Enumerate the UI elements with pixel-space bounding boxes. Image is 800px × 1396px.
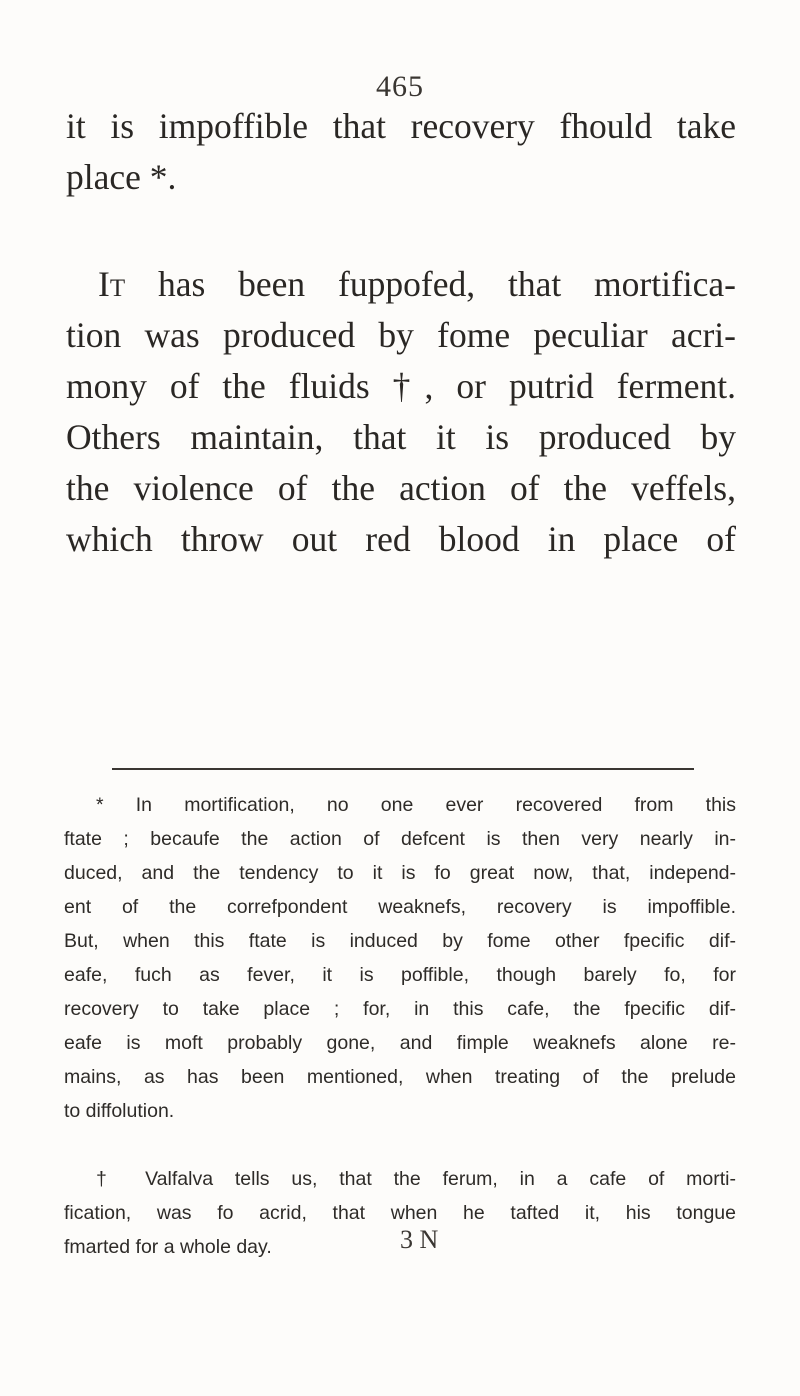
text-line: which throw out red blood in place of xyxy=(66,519,736,559)
text-line xyxy=(66,259,736,310)
footnote-line: † Valfalva tells us, that the ferum, in a cafe of morti- xyxy=(96,1168,736,1190)
main-text xyxy=(66,101,736,565)
text-line: it is impoffible that recovery fhould take xyxy=(66,106,736,146)
text-line: tion was produced by fome peculiar acri- xyxy=(66,315,736,355)
text-line: Others maintain, that it is produced by xyxy=(66,417,736,457)
text-line: mony of the fluids †, or putrid ferment. xyxy=(66,366,736,406)
footnote-line: mains, as has been mentioned, when treating of the prelude xyxy=(64,1066,736,1088)
signature-mark: 3 N xyxy=(400,1225,439,1254)
text-line-rest: has been fuppofed, that mortifica- xyxy=(125,264,736,304)
footnote-line: to diffolution. xyxy=(64,1100,175,1122)
footnotes xyxy=(64,788,736,1264)
drop-word: It xyxy=(98,264,126,304)
footnote-line: But, when this ftate is induced by fome other fpecific dif- xyxy=(64,930,736,952)
footnote-asterisk xyxy=(64,788,736,1128)
footnote-line: fmarted for a whole day. xyxy=(64,1236,272,1258)
footnote-line: eafe, fuch as fever, it is poffible, though barely fo, for xyxy=(64,964,736,986)
footnote-rule xyxy=(112,768,694,770)
text-line: place *. xyxy=(66,157,177,197)
page-number: 465 xyxy=(376,70,424,103)
text-line: the violence of the action of the veffels, xyxy=(66,468,736,508)
footnote-line: recovery to take place ; for, in this cafe, the fpecific dif- xyxy=(64,998,736,1020)
footnote-line: eafe is moft probably gone, and fimple weaknefs alone re- xyxy=(64,1032,736,1054)
footnote-line: * In mortification, no one ever recovered from this xyxy=(96,794,736,816)
footnote-line: ent of the correfpondent weaknefs, recovery is impoffible. xyxy=(64,896,736,918)
footnote-line: duced, and the tendency to it is fo great now, that, independ- xyxy=(64,862,736,884)
footnote-line: ftate ; becaufe the action of defcent is then very nearly in- xyxy=(64,828,736,850)
paragraph-1 xyxy=(66,101,736,203)
footnote-line: fication, was fo acrid, that when he tafted it, his tongue xyxy=(64,1202,736,1224)
paragraph-2 xyxy=(66,259,736,565)
